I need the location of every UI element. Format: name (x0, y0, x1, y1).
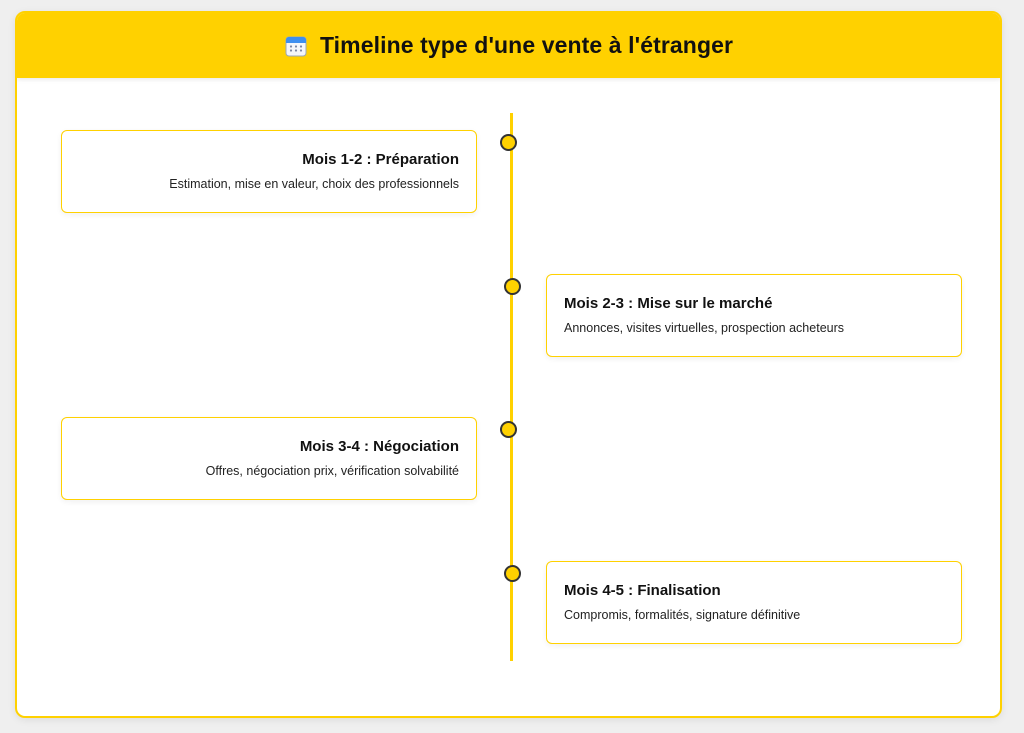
event-description: Annonces, visites virtuelles, prospection acheteurs (564, 321, 845, 335)
calendar-icon (284, 34, 308, 58)
event-title: Mois 1-2 : Préparation (302, 151, 459, 168)
timeline-dot (504, 278, 521, 295)
timeline-dot (500, 134, 517, 151)
timeline-event-preparation (61, 130, 477, 213)
timeline-dot (500, 421, 517, 438)
event-title: Mois 4-5 : Finalisation (564, 582, 721, 599)
timeline-event-mise-sur-le-marche (546, 274, 962, 357)
event-title: Mois 3-4 : Négociation (299, 438, 459, 455)
timeline-dot (504, 565, 521, 582)
timeline-event-finalisation (546, 561, 962, 644)
event-description: Compromis, formalités, signature définitive (564, 608, 801, 622)
event-description: Offres, négociation prix, vérification solvabilité (205, 464, 459, 478)
page-title: Timeline type d'une vente à l'étranger (319, 32, 734, 58)
event-title: Mois 2-3 : Mise sur le marché (564, 295, 773, 312)
timeline-card (15, 11, 1002, 718)
timeline-header (17, 13, 1000, 78)
timeline-event-negociation (61, 417, 477, 500)
event-description: Estimation, mise en valeur, choix des professionnels (169, 177, 459, 191)
